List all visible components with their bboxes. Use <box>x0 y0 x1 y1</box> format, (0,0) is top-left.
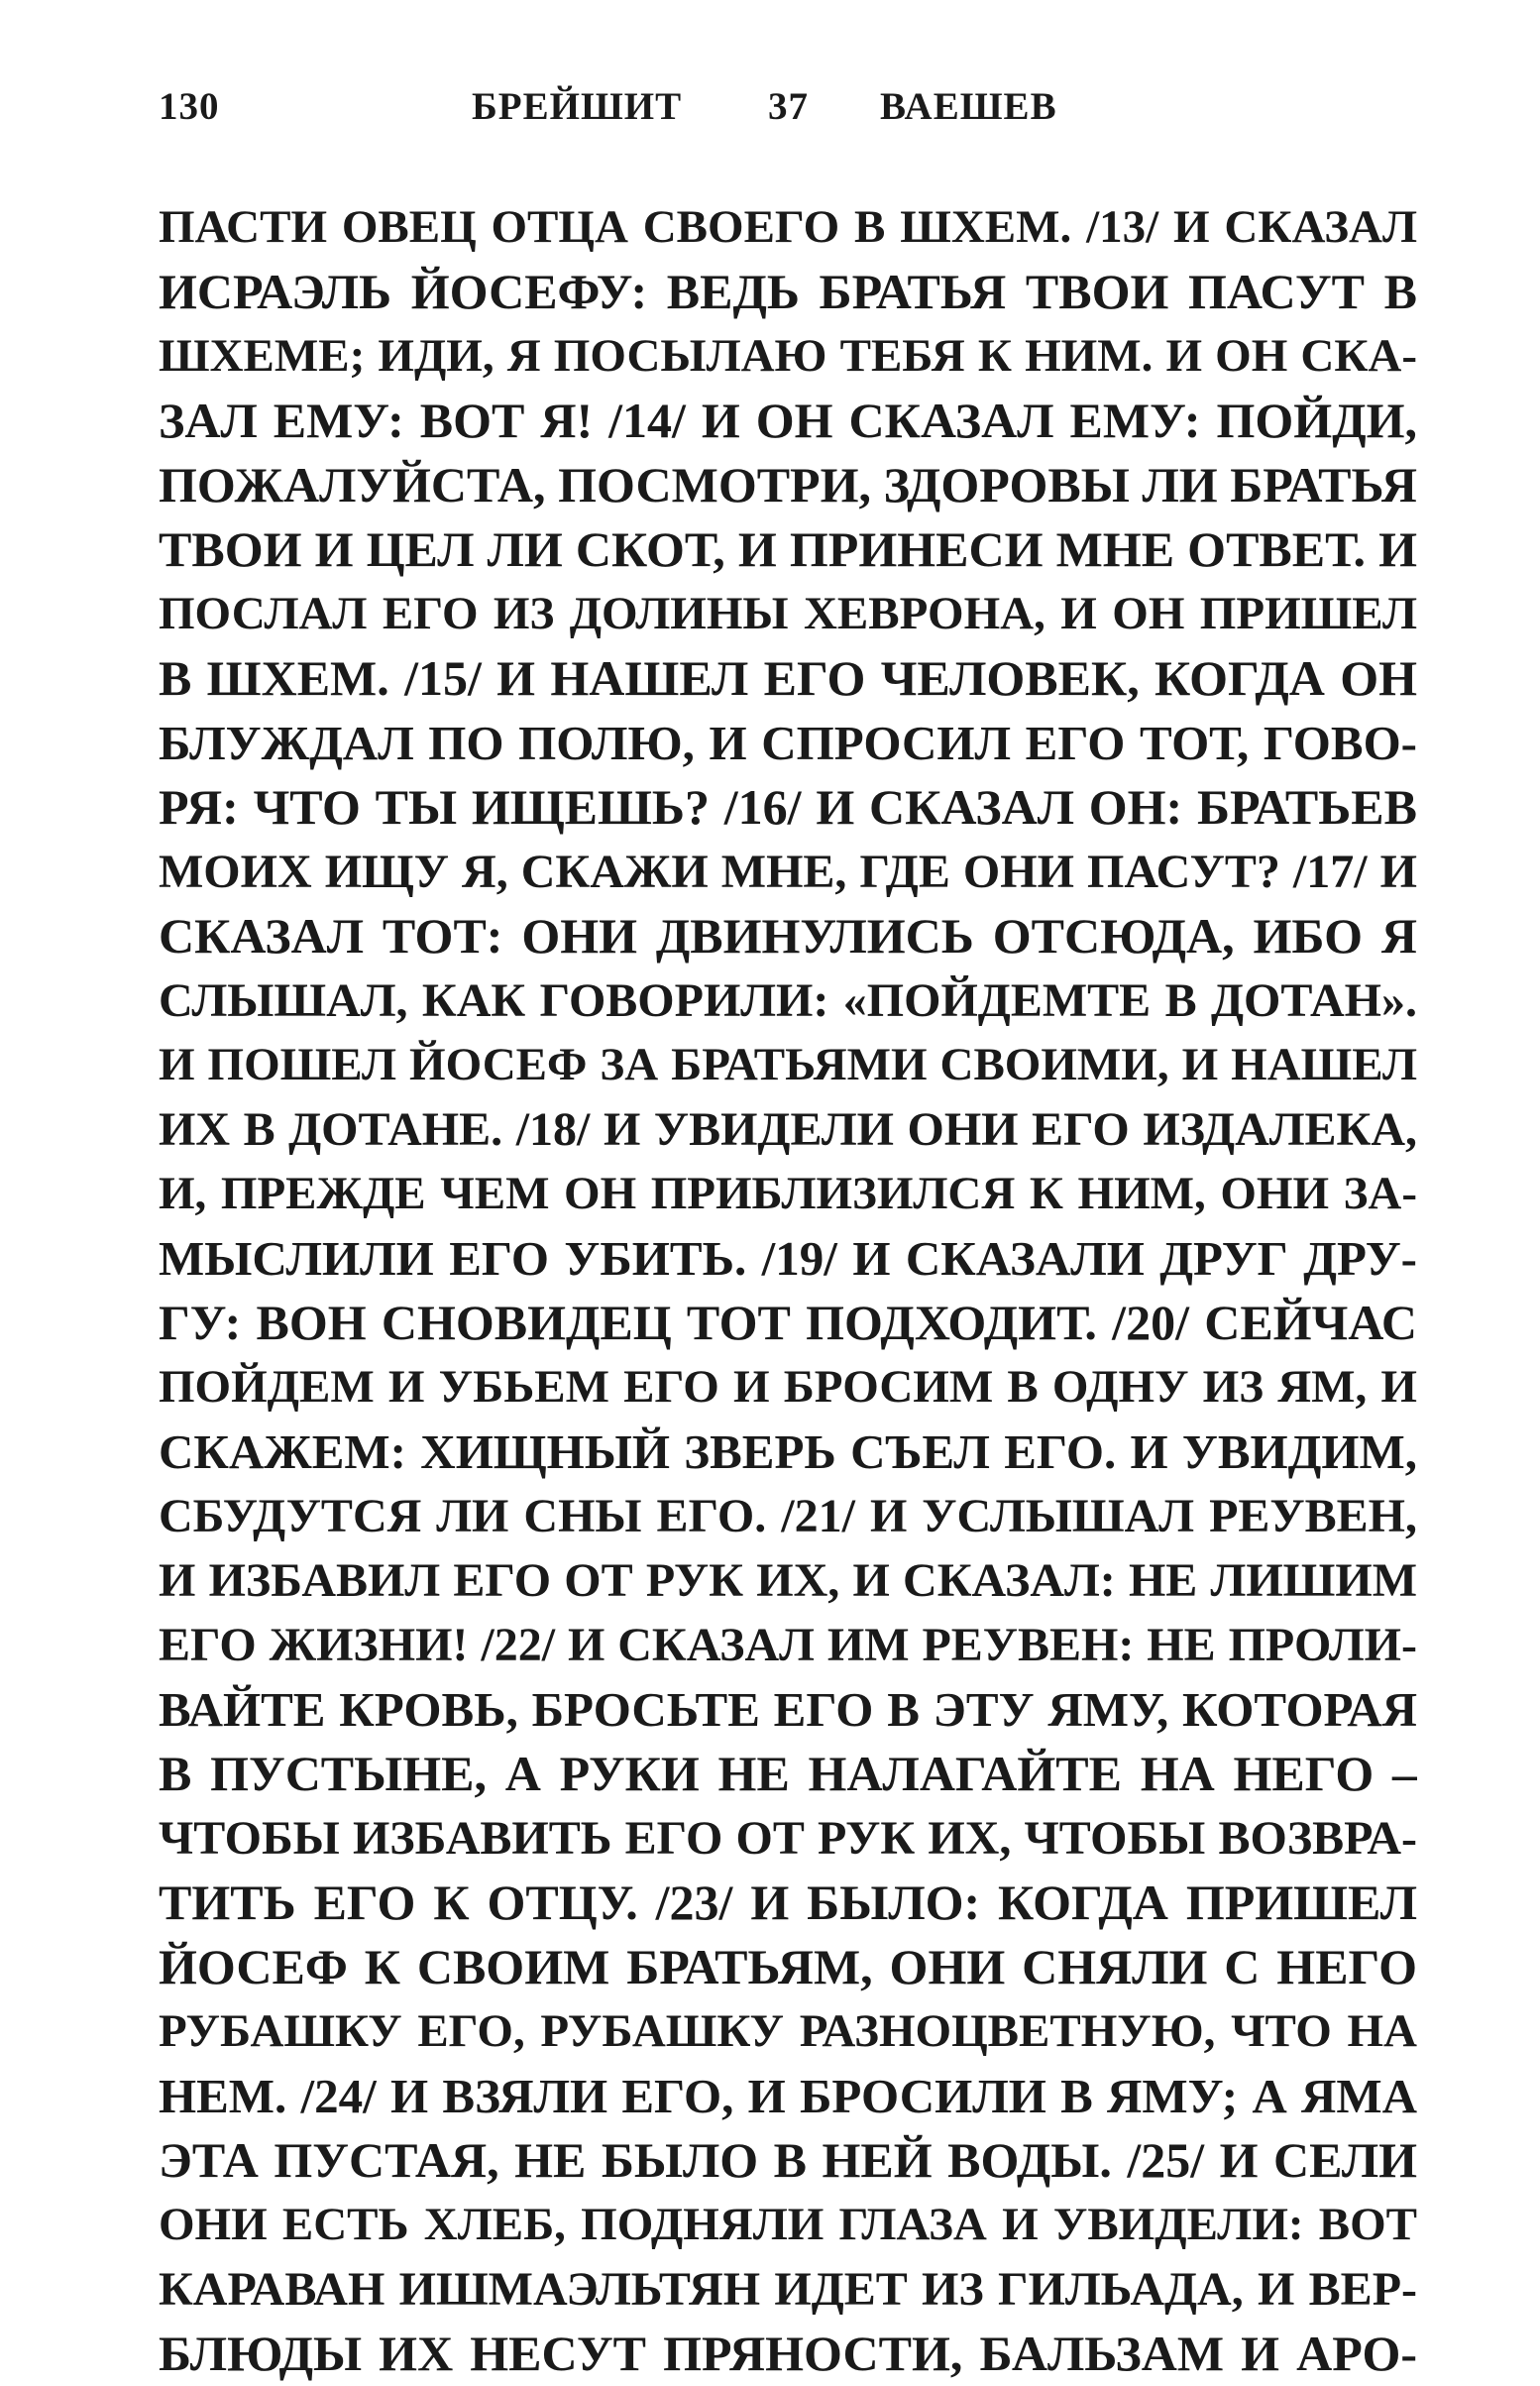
text-line: В ШХЕМ. /15/ И НАШЕЛ ЕГО ЧЕЛОВЕК, КОГДА ОН <box>159 650 1417 706</box>
text-line: МОИХ ИЩУ Я, СКАЖИ МНЕ, ГДЕ ОНИ ПАСУТ? /17/ И <box>159 846 1417 898</box>
text-line: ЭТА ПУСТАЯ, НЕ БЫЛО В НЕЙ ВОДЫ. /25/ И СЕЛИ <box>159 2132 1417 2188</box>
text-line: ТВОИ И ЦЕЛ ЛИ СКОТ, И ПРИНЕСИ МНЕ ОТВЕТ. И <box>159 521 1417 577</box>
book-title: БРЕЙШИТ <box>472 85 683 128</box>
text-line: ШХЕМЕ; ИДИ, Я ПОСЫЛАЮ ТЕБЯ К НИМ. И ОН СКА- <box>159 330 1417 382</box>
text-line: НЕМ. /24/ И ВЗЯЛИ ЕГО, И БРОСИЛИ В ЯМУ; А ЯМА <box>159 2069 1417 2123</box>
body-text <box>159 195 1417 2386</box>
text-line: ПОСЛАЛ ЕГО ИЗ ДОЛИНЫ ХЕВРОНА, И ОН ПРИШЕЛ <box>159 588 1417 639</box>
text-line: МЫСЛИЛИ ЕГО УБИТЬ. /19/ И СКАЗАЛИ ДРУГ ДРУ- <box>159 1231 1417 1286</box>
page-number: 130 <box>159 85 220 128</box>
text-line: ИСРАЭЛЬ ЙОСЕФУ: ВЕДЬ БРАТЬЯ ТВОИ ПАСУТ В <box>159 264 1417 319</box>
text-line: И ПОШЕЛ ЙОСЕФ ЗА БРАТЬЯМИ СВОИМИ, И НАШЕЛ <box>159 1039 1417 1090</box>
text-line: В ПУСТЫНЕ, А РУКИ НЕ НАЛАГАЙТЕ НА НЕГО – <box>159 1746 1417 1801</box>
text-line: БЛЮДЫ ИХ НЕСУТ ПРЯНОСТИ, БАЛЬЗАМ И АРО- <box>159 2326 1417 2381</box>
chapter-number: 37 <box>768 85 809 128</box>
text-line: ГУ: ВОН СНОВИДЕЦ ТОТ ПОДХОДИТ. /20/ СЕЙЧАС <box>159 1295 1417 1350</box>
running-header <box>159 77 1417 137</box>
text-line: СКАЗАЛ ТОТ: ОНИ ДВИНУЛИСЬ ОТСЮДА, ИБО Я <box>159 908 1417 964</box>
text-line: ПАСТИ ОВЕЦ ОТЦА СВОЕГО В ШХЕМ. /13/ И СКАЗАЛ <box>159 201 1417 253</box>
text-line: ЧТОБЫ ИЗБАВИТЬ ЕГО ОТ РУК ИХ, ЧТОБЫ ВОЗВРА- <box>159 1812 1417 1865</box>
text-line: ЕГО ЖИЗНИ! /22/ И СКАЗАЛ ИМ РЕУВЕН: НЕ ПРОЛИ- <box>159 1619 1417 1671</box>
text-line: СКАЖЕМ: ХИЩНЫЙ ЗВЕРЬ СЪЕЛ ЕГО. И УВИДИМ, <box>159 1424 1417 1479</box>
text-line: ПОЖАЛУЙСТА, ПОСМОТРИ, ЗДОРОВЫ ЛИ БРАТЬЯ <box>159 457 1417 512</box>
text-line: ПОЙДЕМ И УБЬЕМ ЕГО И БРОСИМ В ОДНУ ИЗ ЯМ, И <box>159 1361 1417 1413</box>
text-line: И ИЗБАВИЛ ЕГО ОТ РУК ИХ, И СКАЗАЛ: НЕ ЛИШИМ <box>159 1554 1417 1607</box>
text-line: ЗАЛ ЕМУ: ВОТ Я! /14/ И ОН СКАЗАЛ ЕМУ: ПОЙДИ, <box>159 393 1417 448</box>
text-line: СБУДУТСЯ ЛИ СНЫ ЕГО. /21/ И УСЛЫШАЛ РЕУВЕН, <box>159 1490 1417 1542</box>
text-line: И, ПРЕЖДЕ ЧЕМ ОН ПРИБЛИЗИЛСЯ К НИМ, ОНИ ЗА- <box>159 1168 1417 1219</box>
text-line: РУБАШКУ ЕГО, РУБАШКУ РАЗНОЦВЕТНУЮ, ЧТО НА <box>159 2005 1417 2057</box>
text-line: ТИТЬ ЕГО К ОТЦУ. /23/ И БЫЛО: КОГДА ПРИШЕЛ <box>159 1875 1417 1930</box>
text-line: СЛЫШАЛ, КАК ГОВОРИЛИ: «ПОЙДЕМТЕ В ДОТАН». <box>159 974 1417 1027</box>
portion-title: ВАЕШЕВ <box>880 85 1057 128</box>
text-line: ОНИ ЕСТЬ ХЛЕБ, ПОДНЯЛИ ГЛАЗА И УВИДЕЛИ: ВОТ <box>159 2199 1417 2250</box>
text-line: ИХ В ДОТАНЕ. /18/ И УВИДЕЛИ ОНИ ЕГО ИЗДАЛЕКА, <box>159 1103 1417 1156</box>
text-line: БЛУЖДАЛ ПО ПОЛЮ, И СПРОСИЛ ЕГО ТОТ, ГОВО- <box>159 716 1417 770</box>
text-line: КАРАВАН ИШМАЭЛЬТЯН ИДЕТ ИЗ ГИЛЬАДА, И ВЕР- <box>159 2263 1417 2316</box>
text-line: РЯ: ЧТО ТЫ ИЩЕШЬ? /16/ И СКАЗАЛ ОН: БРАТЬЕВ <box>159 779 1417 835</box>
text-line: ЙОСЕФ К СВОИМ БРАТЬЯМ, ОНИ СНЯЛИ С НЕГО <box>159 1939 1417 1994</box>
text-line: ВАЙТЕ КРОВЬ, БРОСЬТЕ ЕГО В ЭТУ ЯМУ, КОТОРАЯ <box>159 1682 1417 1737</box>
